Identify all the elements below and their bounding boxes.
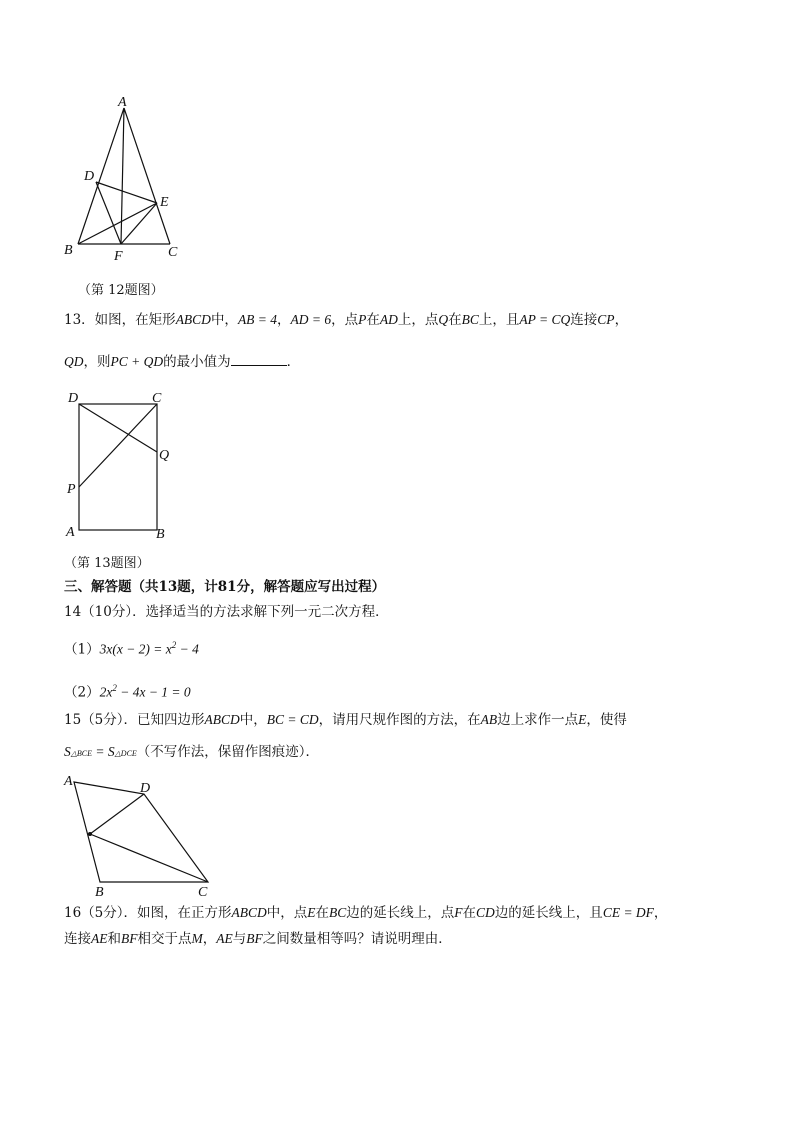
label-d: D bbox=[140, 781, 151, 796]
label-a: A bbox=[118, 95, 127, 110]
label-d: D bbox=[84, 169, 95, 184]
label-b: B bbox=[64, 243, 73, 258]
question-13-line1: 13．如图，在矩形ABCD中，AB = 4，AD = 6，点P在AD上，点Q在BC上，且AP = CQ连接CP， bbox=[64, 312, 629, 328]
question-15-line2: S△BCE = S△DCE（不写作法，保留作图痕迹）． bbox=[64, 744, 320, 760]
label-d: D bbox=[68, 391, 79, 406]
answer-blank[interactable] bbox=[231, 353, 287, 366]
label-b: B bbox=[156, 527, 165, 542]
question-14-part2: $(2)2x^2 - 4x - 1 = 0$ bbox=[64, 683, 191, 701]
label-b: B bbox=[95, 885, 104, 898]
label-c: C bbox=[152, 391, 162, 406]
label-a: A bbox=[64, 774, 73, 789]
label-q: Q bbox=[159, 448, 170, 463]
figure-15-quadrilateral bbox=[62, 768, 222, 898]
question-14-part1: $(1)3x(x - 2) = x^2 - 4$ bbox=[64, 640, 199, 658]
label-a: A bbox=[66, 525, 75, 540]
question-16-line1: 16（5分）．如图，在正方形ABCD中，点E在BC边的延长线上，点F在CD边的延长线上，且CE = DF， bbox=[64, 905, 668, 921]
point-e bbox=[88, 832, 92, 836]
label-f: F bbox=[114, 249, 123, 264]
question-16-line2: 连接AE和BF相交于点M，AE与BF之间数量相等吗？请说明理由． bbox=[64, 931, 452, 947]
question-13-line2: QD，则PC + QD的最小值为 ． bbox=[64, 354, 301, 370]
label-c: C bbox=[198, 885, 208, 898]
figure-12-triangle bbox=[60, 94, 190, 266]
label-c: C bbox=[168, 245, 178, 260]
figure-12-caption: （第 12题图） bbox=[78, 283, 164, 298]
figure-13-rectangle bbox=[62, 388, 182, 542]
label-e: E bbox=[160, 195, 169, 210]
section-3-heading: 三、解答题（共13题，计81分，解答题应写出过程） bbox=[64, 579, 386, 595]
figure-13-caption: （第 13题图） bbox=[64, 556, 150, 571]
question-15-line1: 15（5分）．已知四边形ABCD中，BC = CD，请用尺规作图的方法，在AB边上求作一点E，使得 bbox=[64, 712, 627, 728]
label-p: P bbox=[67, 482, 76, 497]
question-14-stem: 14（10分）．选择适当的方法求解下列一元二次方程． bbox=[64, 604, 389, 620]
